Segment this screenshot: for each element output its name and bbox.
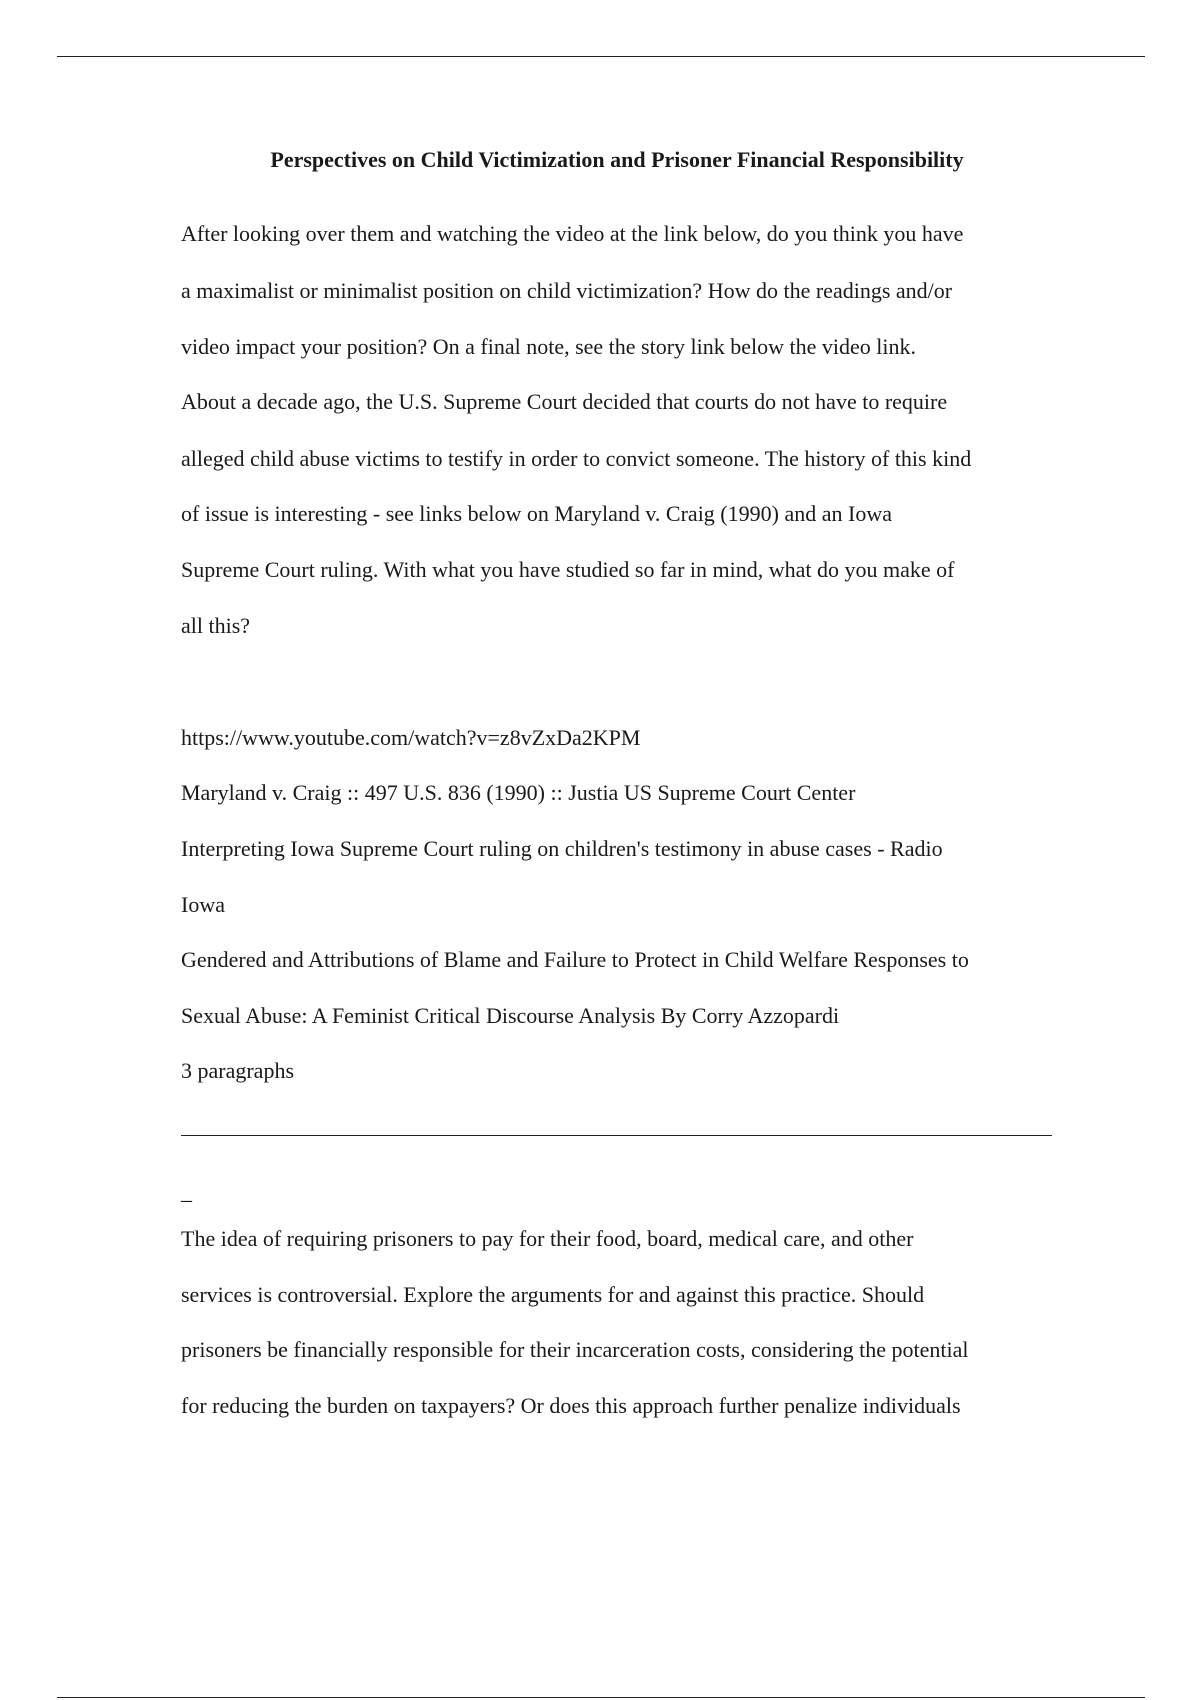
question-line: About a decade ago, the U.S. Supreme Court decided that courts do not have to require [181, 389, 948, 414]
second-question-line: prisoners be financially responsible for their incarceration costs, considering the potential [181, 1337, 969, 1362]
document-title: Perspectives on Child Victimization and Prisoner Financial Responsibility [270, 147, 964, 172]
top-rule [57, 56, 1145, 57]
section-divider [181, 1135, 1052, 1136]
reference-link-maryland-v-craig[interactable]: Maryland v. Craig :: 497 U.S. 836 (1990) :: Justia US Supreme Court Center [181, 780, 856, 805]
question-line: After looking over them and watching the video at the link below, do you think you have [181, 221, 964, 246]
question-line: all this? [181, 613, 251, 638]
length-note: 3 paragraphs [181, 1058, 295, 1083]
separator-mark: _ [181, 1179, 192, 1204]
reference-link-radio-iowa[interactable]: Interpreting Iowa Supreme Court ruling on children's testimony in abuse cases - Radio [181, 836, 943, 861]
second-question-line: The idea of requiring prisoners to pay for their food, board, medical care, and other [181, 1226, 914, 1251]
reference-link-azzopardi[interactable]: Gendered and Attributions of Blame and Failure to Protect in Child Welfare Responses to [181, 947, 969, 972]
reference-link-youtube[interactable]: https://www.youtube.com/watch?v=z8vZxDa2KPM [181, 725, 641, 750]
reference-link-azzopardi-cont[interactable]: Sexual Abuse: A Feminist Critical Discourse Analysis By Corry Azzopardi [181, 1003, 840, 1028]
second-question-line: services is controversial. Explore the arguments for and against this practice. Should [181, 1282, 925, 1307]
second-question-line: for reducing the burden on taxpayers? Or does this approach further penalize individuals [181, 1393, 961, 1418]
question-line: video impact your position? On a final note, see the story link below the video link. [181, 334, 917, 359]
question-line: alleged child abuse victims to testify in order to convict someone. The history of this kind [181, 446, 972, 471]
question-line: Supreme Court ruling. With what you have studied so far in mind, what do you make of [181, 557, 955, 582]
question-line: a maximalist or minimalist position on child victimization? How do the readings and/or [181, 278, 953, 303]
bottom-rule [57, 1697, 1145, 1698]
question-line: of issue is interesting - see links below on Maryland v. Craig (1990) and an Iowa [181, 501, 892, 526]
reference-link-radio-iowa-cont[interactable]: Iowa [181, 892, 225, 917]
